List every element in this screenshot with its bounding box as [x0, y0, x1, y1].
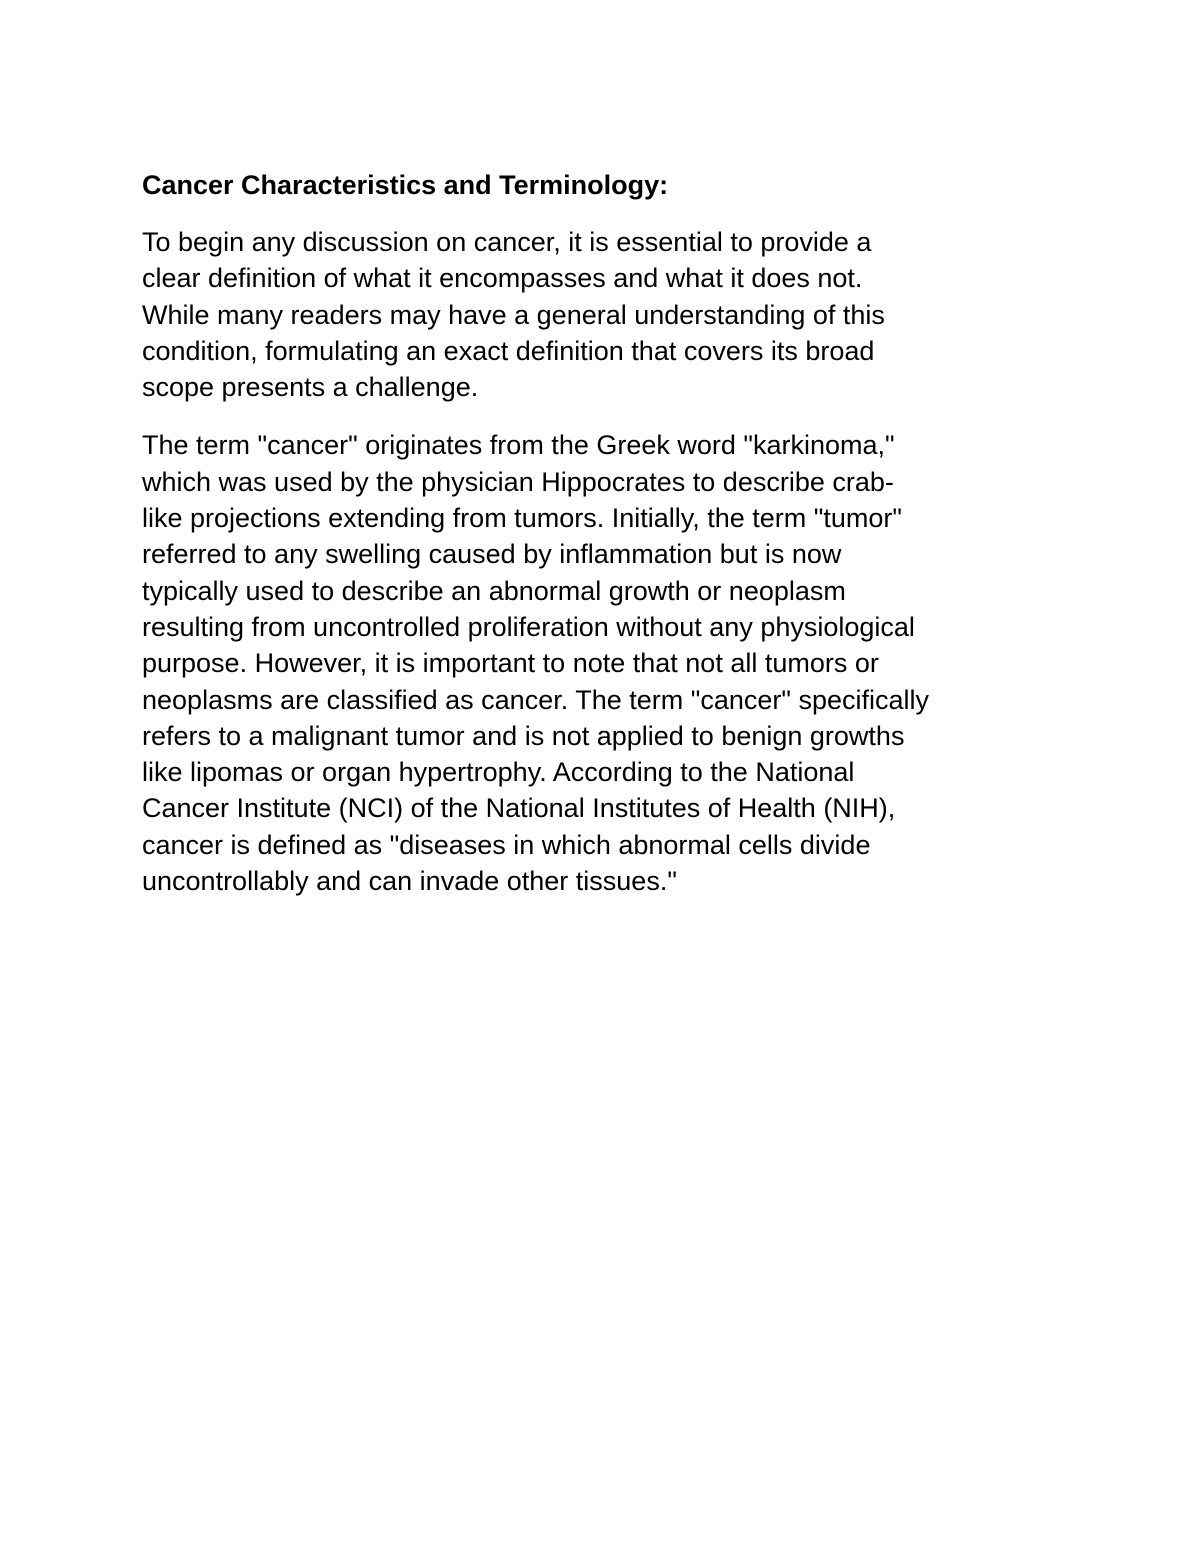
- text-line: purpose. However, it is important to note that not all tumors or: [142, 648, 879, 679]
- text-line: referred to any swelling caused by inflammation but is now: [142, 539, 842, 570]
- section-heading: Cancer Characteristics and Terminology:: [142, 170, 669, 200]
- paragraph-etymology: [142, 427, 1067, 899]
- text-line: While many readers may have a general understanding of this: [142, 299, 885, 330]
- text-line: clear definition of what it encompasses and what it does not.: [142, 263, 863, 294]
- text-line: like projections extending from tumors. Initially, the term "tumor": [142, 503, 902, 534]
- text-line: cancer is defined as "diseases in which abnormal cells divide: [142, 829, 871, 860]
- text-line: refers to a malignant tumor and is not applied to benign growths: [142, 720, 905, 751]
- text-line: Cancer Institute (NCI) of the National Institutes of Health (NIH),: [142, 793, 896, 824]
- paragraph-intro: [142, 224, 1067, 405]
- text-line: which was used by the physician Hippocrates to describe crab-: [142, 466, 894, 497]
- text-line: The term "cancer" originates from the Greek word "karkinoma,": [142, 430, 895, 461]
- text-line: scope presents a challenge.: [142, 372, 479, 403]
- text-line: condition, formulating an exact definition that covers its broad: [142, 335, 875, 366]
- text-line: typically used to describe an abnormal growth or neoplasm: [142, 575, 846, 606]
- document-body: [142, 168, 1067, 921]
- text-line: neoplasms are classified as cancer. The term "cancer" specifically: [142, 684, 930, 715]
- text-line: resulting from uncontrolled proliferation without any physiological: [142, 611, 915, 642]
- text-line: like lipomas or organ hypertrophy. According to the National: [142, 757, 855, 788]
- text-line: To begin any discussion on cancer, it is essential to provide a: [142, 227, 872, 257]
- text-line: uncontrollably and can invade other tissues.": [142, 866, 677, 897]
